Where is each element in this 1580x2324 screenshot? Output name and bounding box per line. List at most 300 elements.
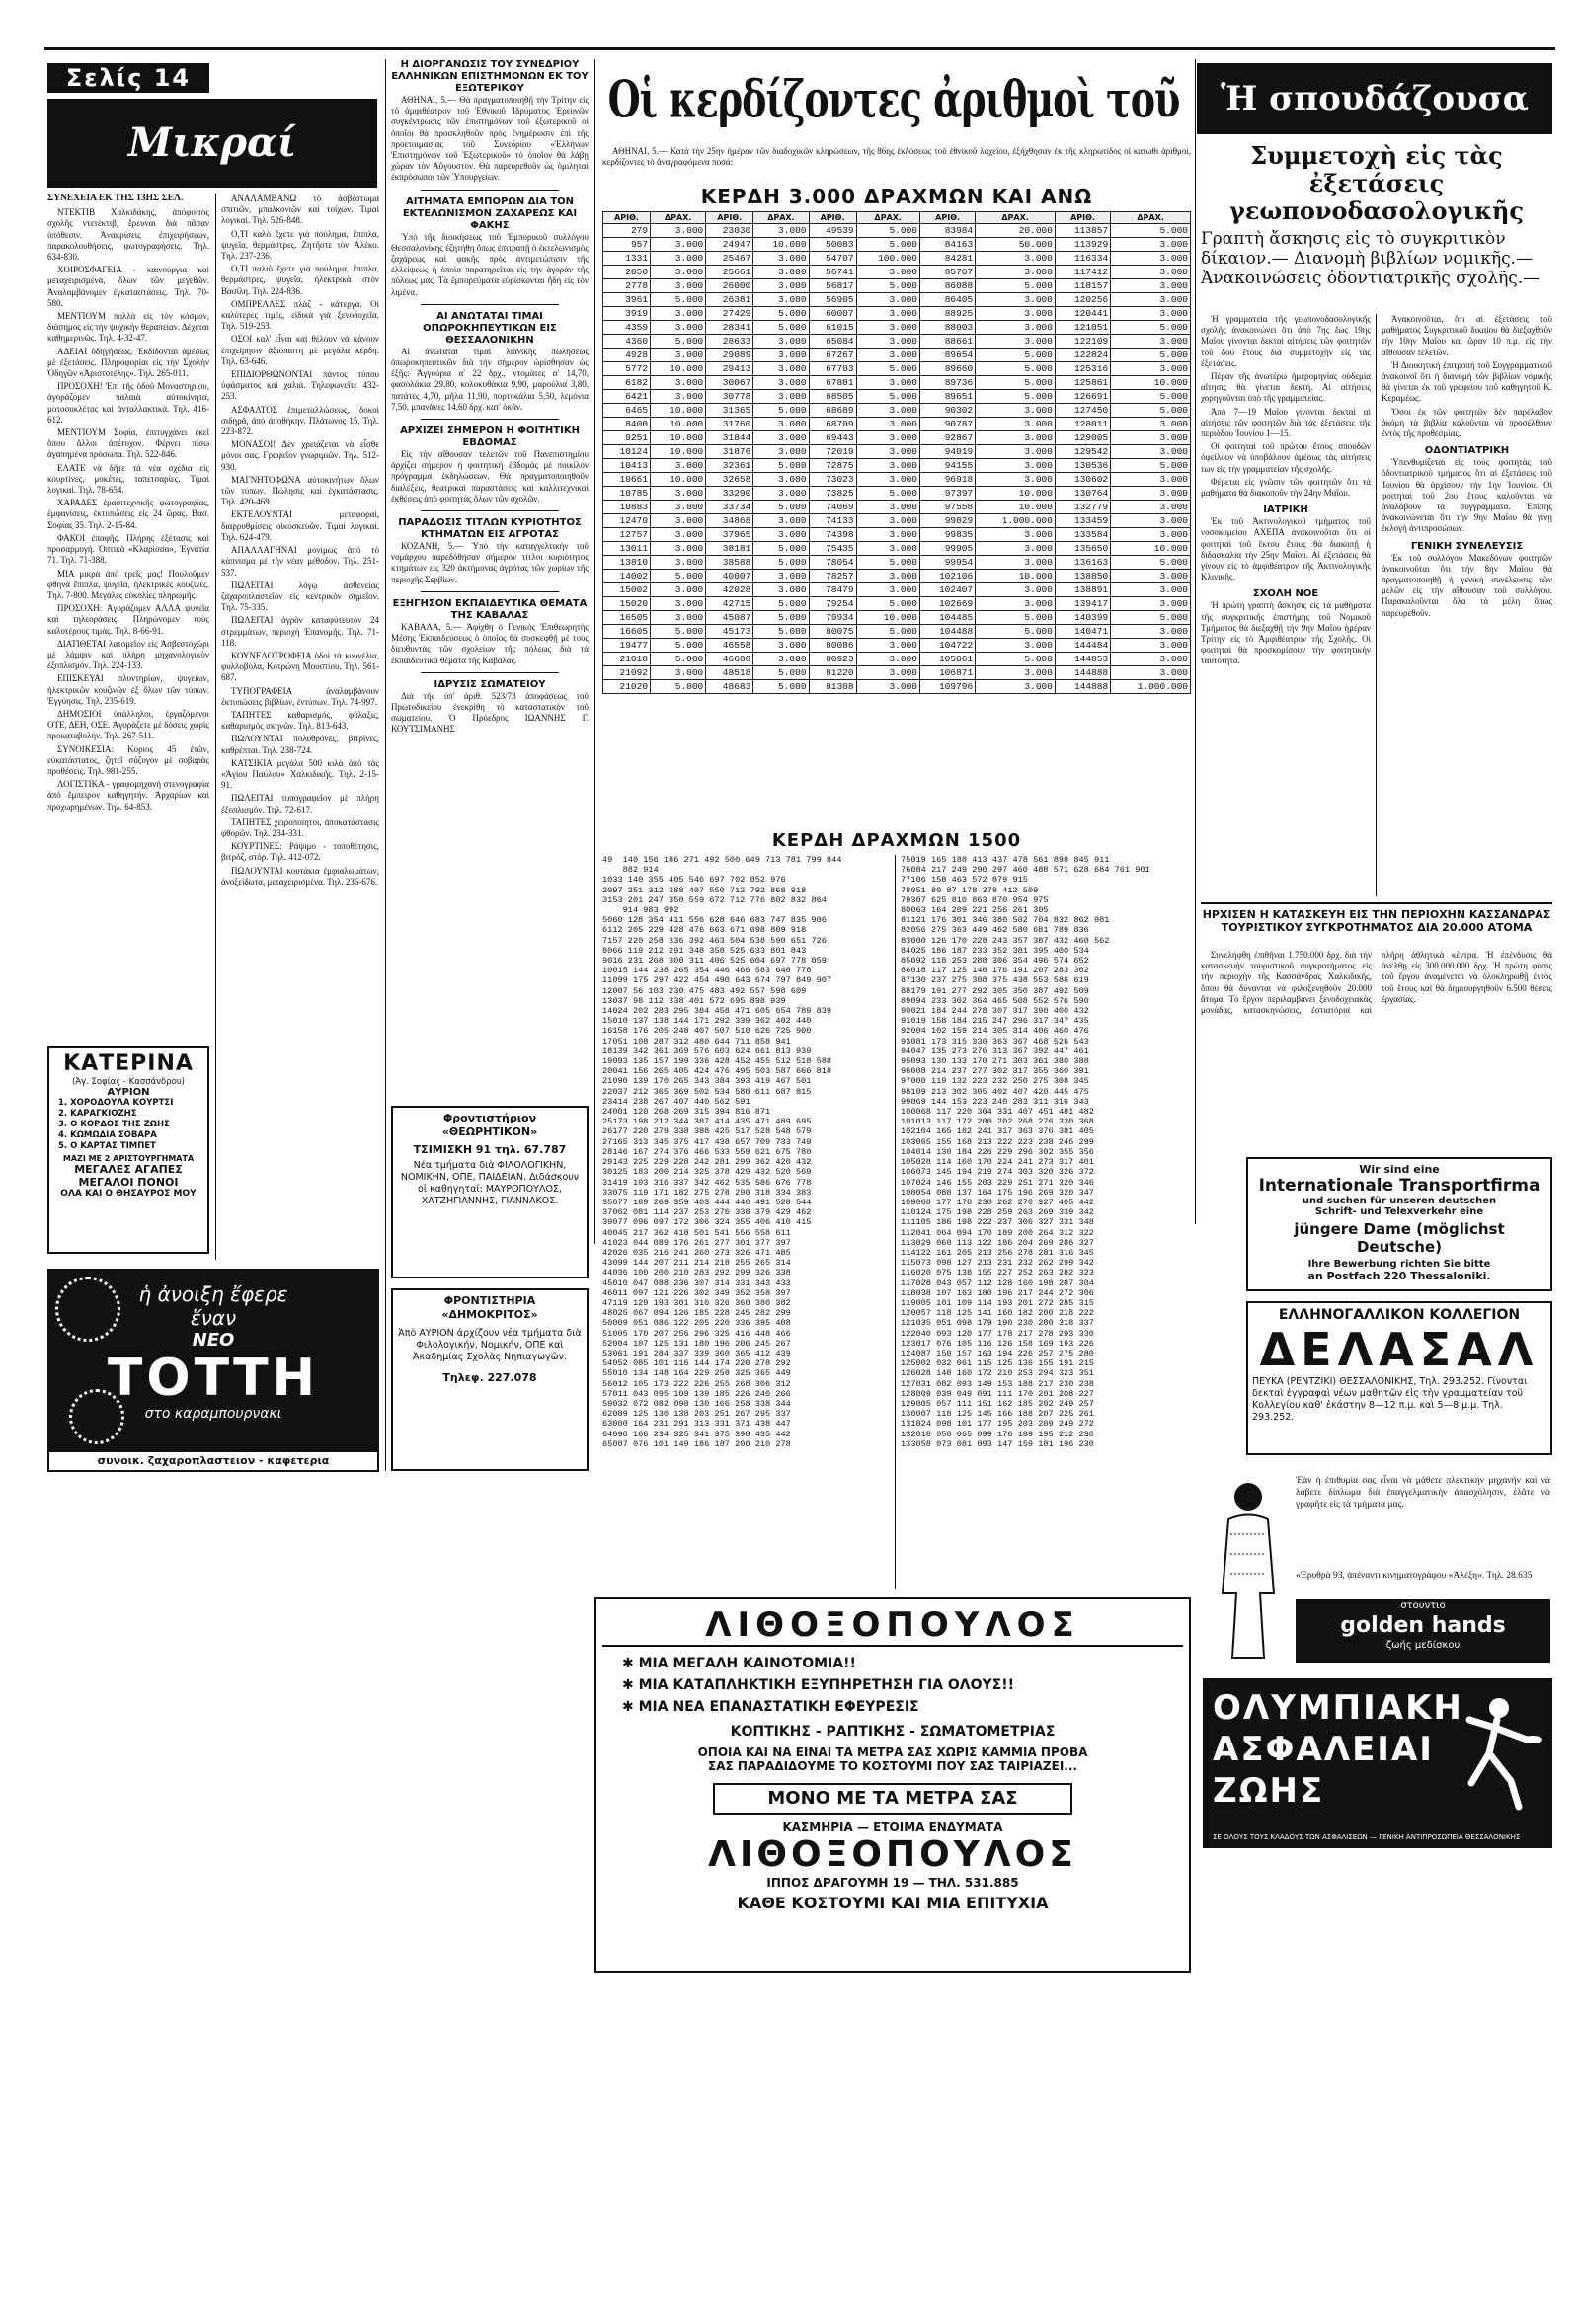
col-header: ΔΡΑΧ. <box>753 212 809 224</box>
prize-amount: 5.000 <box>1111 556 1191 570</box>
ticket-number: 88003 <box>919 321 975 335</box>
company-heading: ΙΔΡΥΣΙΣ ΣΩΜΑΤΕΙΟΥ <box>434 678 546 690</box>
classified-ad: ΑΔΕΙΑΙ ὁδηγήσεως. Ἐκδίδονται ἀμέσως μὲ ἐξετάσεις. Πληροφορίαι εἰς τὴν Σχολὴν Ὁδηγῶν «Ἀριστοτέλης». Τηλ. 265-011. <box>47 346 209 379</box>
prize-amount: 3.000 <box>856 445 919 459</box>
prize-amount: 50.000 <box>976 238 1056 252</box>
prize-amount: 3.000 <box>753 583 809 597</box>
prize-amount: 3.000 <box>651 252 706 266</box>
prize-number-line: 126028 148 160 172 210 253 294 323 351 <box>901 1368 1094 1379</box>
ticket-number: 12470 <box>603 514 651 528</box>
youth-para: Φέρεται εἰς γνῶσιν τῶν φοιτητῶν ὅτι τὰ μαθήματα θὰ διακοποῦν τὴν 24ην Μαΐου. <box>1201 476 1371 499</box>
ticket-number: 15002 <box>603 583 651 597</box>
prize-amount: 3.000 <box>1111 335 1191 349</box>
ticket-number: 65084 <box>809 335 856 349</box>
ticket-number: 126691 <box>1055 390 1110 404</box>
prize-amount: 3.000 <box>976 639 1056 653</box>
classified-ad: ΠΩΛΟΥΝΤΑΙ κουτάκια ἐμφιαλωμάτων, ἀνοξείδωτα, μεταχειρισμένα. Τηλ. 236-676. <box>221 865 379 887</box>
lottery-row <box>603 556 1191 570</box>
ticket-number: 88661 <box>919 335 975 349</box>
prize-amount: 10.000 <box>976 570 1056 583</box>
classified-ad: ΠΩΛΟΥΝΤΑΙ πολυθρόνες, βιτρῖνες, καθρέπται. Τηλ. 238-724. <box>221 734 379 755</box>
ticket-number: 96918 <box>919 473 975 487</box>
classified-ad: ΜΕΝΤΙΟΥΜ πολλὰ εἰς τὸν κόσμον, διάσημος εἰς τὴν ψυχικὴν θεραπείαν. Δέχεται καθημερινῶς. Τηλ. 4-32-47. <box>47 311 209 344</box>
youth-deck <box>1201 229 1552 308</box>
prize-amount: 3.000 <box>976 473 1056 487</box>
ticket-number: 80923 <box>809 653 856 666</box>
ticket-number: 94155 <box>919 459 975 473</box>
dimokritos-ad <box>391 1288 589 1471</box>
prize-number-line: 84025 186 187 233 352 381 395 400 534 <box>901 945 1089 956</box>
prize-amount: 5.000 <box>753 680 809 694</box>
de-line7: an Postfach 220 Thessaloniki. <box>1307 1270 1491 1282</box>
prize-amount: 3.000 <box>753 335 809 349</box>
prize-number-line: 122040 093 120 177 178 217 278 293 330 <box>901 1328 1094 1339</box>
ticket-number: 79254 <box>809 597 856 611</box>
prize-amount: 3.000 <box>651 487 706 501</box>
ticket-number: 120256 <box>1055 293 1110 307</box>
olympiaki-line2: ΑΣΦΑΛΕΙΑΙ <box>1213 1730 1434 1769</box>
lottery-table-body <box>603 224 1191 694</box>
de-line2: Internationale Transportfirma <box>1258 1176 1540 1196</box>
lithoxopoulos-brand: ΛΙΘΟΞΟΠΟΥΛΟΣ <box>708 1834 1077 1875</box>
prize-amount: 5.000 <box>976 362 1056 376</box>
ticket-number: 89654 <box>919 349 975 362</box>
classifieds-title: Μικραί <box>127 119 297 166</box>
classified-ad: ΚΟΥΡΤΙΝΕΣ: Ράψιμο - τοποθέτησις, βιτρόζ, στόρ. Τηλ. 412-072. <box>221 841 379 863</box>
lithoxopoulos-sub: ΚΟΠΤΙΚΗΣ - ΡΑΠΤΙΚΗΣ - ΣΩΜΑΤΟΜΕΤΡΙΑΣ <box>730 1724 1056 1740</box>
golden-text: Ἐὰν ἡ ἐπιθυμία σας εἶναι νὰ μάθετε πλεκτικὴν μηχανὴν καὶ νὰ λάβετε δίπλωμα διὰ ἐπαγγελματικὴν ἀπασχόλησιν, ἐλᾶτε νὰ γραφῆτε εἰς τὰ τμήματα μας. <box>1296 1476 1550 1510</box>
lottery-row <box>603 597 1191 611</box>
prize-amount: 3.000 <box>1111 445 1191 459</box>
youth-para: Ἡ γραμματεία τῆς γεωπονοδασολογικῆς σχολῆς ἀνακοινώνει ὅτι ἀπὸ 7ης ἕως 19ης Μαΐου γίνονται δεκταὶ αἰτήσεις τῶν φοιτητῶν τοῦ δου ἔτους διὰ συμμετοχὴν εἰς τὰς ἐξετάσεις. <box>1201 314 1371 368</box>
prize-number-line: 92004 102 159 214 305 314 406 460 476 <box>901 1026 1089 1037</box>
lottery-row <box>603 321 1191 335</box>
ticket-number: 31876 <box>706 445 753 459</box>
ticket-number: 37965 <box>706 528 753 542</box>
ticket-number: 48518 <box>706 666 753 680</box>
classified-ad: ΜΙΑ μικρὰ ἀπὸ τρεῖς μας! Πουλοῦμεν φθηνὰ ἔπιπλα, ψυγεῖα, ἠλεκτρικὲς κουζίνες. Τηλ. 7-800. Μεγάλες εὐκολίες πληρωμῆς. <box>47 568 209 600</box>
classified-ad: ΜΟΝΑΣΟΙ! Δὲν χρειάζεται νὰ εἶσθε μόνοι σας. Γραφεῖον γνωριμιῶν. Τηλ. 512-930. <box>221 439 379 472</box>
prize-number-line: 46011 097 121 226 302 349 352 358 397 <box>602 1287 791 1298</box>
prize-number-line: 119005 101 109 114 193 201 272 285 315 <box>901 1297 1094 1308</box>
prize-number-line: 125002 032 061 115 125 136 155 191 215 <box>901 1358 1094 1369</box>
lottery-row <box>603 570 1191 583</box>
ticket-number: 122824 <box>1055 349 1110 362</box>
katerina-act: 3. Ο ΚΟΡΔΟΣ ΤΗΣ ΖΩΗΣ <box>58 1120 170 1129</box>
prize-amount: 3.000 <box>856 666 919 680</box>
prize-amount: 3.000 <box>651 666 706 680</box>
prize-amount: 3.000 <box>976 556 1056 570</box>
prize-amount: 3.000 <box>976 542 1056 556</box>
gen-heading: ΓΕΝΙΚΗ ΣΥΝΕΛΕΥΣΙΣ <box>1410 540 1524 552</box>
classified-ad: ΑΠΑΛΛΑΓΗΝΑΙ μονίμως ἀπὸ τὸ κάπνισμα μὲ τὴν νέαν μέθοδον. Τηλ. 251-537. <box>221 545 379 578</box>
ticket-number: 67881 <box>809 376 856 390</box>
ticket-number: 117412 <box>1055 266 1110 279</box>
prize-amount: 3.000 <box>651 349 706 362</box>
prize-number-line: 8066 119 212 291 348 358 525 633 801 843 <box>602 945 807 956</box>
prize-amount: 20.000 <box>976 224 1056 238</box>
prize-amount: 5.000 <box>753 542 809 556</box>
ticket-number: 73825 <box>809 487 856 501</box>
prize-number-line: 51005 170 207 256 296 325 416 448 466 <box>602 1328 791 1339</box>
golden-studio: στουντιο <box>1400 1600 1446 1611</box>
delasal-ad <box>1246 1301 1552 1455</box>
lottery-row <box>603 583 1191 597</box>
ticket-number: 120441 <box>1055 307 1110 321</box>
ticket-number: 132779 <box>1055 501 1110 514</box>
prize-number-line: 123017 076 105 116 126 158 169 193 226 <box>901 1338 1094 1349</box>
prize-amount: 3.000 <box>651 542 706 556</box>
prize-amount: 5.000 <box>856 625 919 639</box>
prize-amount: 5.000 <box>753 321 809 335</box>
prize-number-line: 108054 088 137 164 175 196 269 320 347 <box>901 1187 1094 1198</box>
ticket-number: 99835 <box>919 528 975 542</box>
katerina-ad <box>47 1046 209 1254</box>
classified-ad: ΕΠΙΔΙΟΡΘΩΝΟΝΤΑΙ πάντος τύπου ὑφάσματος καὶ χαλιά. Τηλεφωνεῖτε 432-253. <box>221 369 379 402</box>
prize-amount: 3.000 <box>856 514 919 528</box>
page-number-label: Σελίς 14 <box>65 64 192 92</box>
de-line5: jüngere Dame (möglichst Deutsche) <box>1294 1220 1505 1256</box>
youth-headline <box>1201 142 1552 225</box>
youth-para: Ὅσοι ἐκ τῶν φοιτητῶν δὲν παρέλαβον ἀκόμη τὰ βιβλία καλοῦνται νὰ προσέλθουν ἐντὸς τῆς προθεσμίας. <box>1382 406 1552 439</box>
prize-number-line: 64090 166 234 325 341 375 398 435 442 <box>602 1429 791 1439</box>
prize-amount: 3.000 <box>856 542 919 556</box>
prize-amount: 3.000 <box>976 597 1056 611</box>
classified-ad: ΧΟΙΡΟΣΦΑΓΕΙΑ - καινούργια καὶ μεταχειρισμένα, ὅλων τῶν μεγεθῶν. Ἀναλαμβάνομεν ἐγκαταστάσεις. Τηλ. 70-580. <box>47 265 209 308</box>
ticket-number: 16505 <box>603 611 651 625</box>
classified-ad: ΝΤΕΚΤΙΒ Χαλκιδάκης, ἀπόφοιτος σχολῆς ντετέκτιβ, ἔρευναι διὰ πᾶσαν ὑπόθεσιν. Ἀνακρίσεις ἐπιχειρήσεων, παρακολουθήσεις, φωτογραφήσεις. Τηλ. 634-830. <box>47 207 209 263</box>
prize-amount: 3.000 <box>856 293 919 307</box>
kassandra-text <box>1201 950 1552 1147</box>
prize-amount: 3.000 <box>1111 528 1191 542</box>
ticket-number: 89660 <box>919 362 975 376</box>
ticket-number: 138891 <box>1055 583 1110 597</box>
prize-number-line: 31419 103 316 337 342 462 535 586 676 778 <box>602 1177 812 1188</box>
prize-number-line: 39077 096 097 172 306 324 355 406 410 415 <box>602 1217 812 1228</box>
prize-number-line: 97000 119 132 223 232 250 275 308 345 <box>901 1076 1089 1087</box>
ticket-number: 144888 <box>1055 666 1110 680</box>
company-text: Διὰ τῆς ὑπ' ἀριθ. 523/73 ἀποφάσεως τοῦ Πρωτοδικείου ἐνεκρίθη τὸ καταστατικὸν τοῦ σωματείου. Ὁ Πρόεδρος ΙΩΑΝΝΗΣ Γ. ΚΟΥΤΣΙΜΑΝΗΣ <box>391 690 589 735</box>
prize-amount: 3.000 <box>1111 293 1191 307</box>
prize-number-line: 75019 165 188 413 437 478 561 898 845 911 <box>901 855 1110 865</box>
ticket-number: 15020 <box>603 597 651 611</box>
ticket-number: 104722 <box>919 639 975 653</box>
prize-amount: 5.000 <box>753 501 809 514</box>
ticket-number: 3961 <box>603 293 651 307</box>
prize-number-line: 1033 140 355 405 546 697 702 852 976 <box>602 875 786 886</box>
ticket-number: 3919 <box>603 307 651 321</box>
prize-amount: 5.000 <box>1111 459 1191 473</box>
prize-amount: 5.000 <box>1111 611 1191 625</box>
prize-number-line: 99069 144 153 223 240 283 311 316 343 <box>901 1096 1089 1107</box>
lottery-row <box>603 680 1191 694</box>
lithoxopoulos-brand-top: ΛΙΘΟΞΟΠΟΥΛΟΣ <box>602 1605 1183 1647</box>
prize-number-line: 130007 118 125 145 166 188 207 225 261 <box>901 1409 1094 1420</box>
ticket-number: 86088 <box>919 279 975 293</box>
dimokritos-title: ΦΡΟΝΤΙΣΤΗΡΙΑ «ΔΗΜΟΚΡΙΤΟΣ» <box>441 1294 538 1321</box>
classified-ad: ΑΝΑΛΑΜΒΑΝΩ τὸ ἀσβέστωμα σπιτιῶν, μπαλκονιῶν καὶ τοίχων. Τιμαὶ λογικαί. Τηλ. 526-848. <box>221 194 379 226</box>
prize-number-line: 914 983 992 <box>602 905 679 916</box>
middle-news-column <box>391 59 589 1096</box>
education-text: ΚΑΒΑΛΑ, 5.— Ἀφίχθη ὁ Γενικὸς Ἐπιθεωρητὴς Μέσης Ἐκπαιδεύσεως ὁ ὁποῖος θὰ συσκεφθῇ μὲ τοὺς διευθυντὰς τῶν σχολείων τῆς πόλεως διὰ τὰ ἐκπαιδευτικὰ θέματα τῆς Καβάλας. <box>391 621 589 665</box>
prize-amount: 5.000 <box>753 556 809 570</box>
classified-ad: Ο,ΤΙ παλιὸ ἔχετε γιὰ πούλημα, ἔπιπλα, θερμάστρες, ψυγεῖα, ἠλεκτρικὰ στὸν Βασίλη. Τηλ. 224-836. <box>221 264 379 296</box>
lottery-row <box>603 431 1191 445</box>
totti-footer: συνοικ. ζαχαροπλαστειον - καφετερια <box>49 1452 377 1470</box>
lottery-row <box>603 404 1191 418</box>
lottery-intro <box>602 146 1191 182</box>
de-line1: Wir sind eine <box>1359 1163 1440 1176</box>
classified-ad: ΤΥΠΟΓΡΑΦΕΙΑ ἀναλαμβάνουν ἐκτυπώσεις βιβλίων, ἐντύπων. Τηλ. 74-997. <box>221 685 379 707</box>
flower-icon <box>69 1389 124 1444</box>
ticket-number: 78479 <box>809 583 856 597</box>
classified-ad: ΠΡΟΣΟΧΗ: Ἀγοράζομεν ΑΛΛΑ ψυγεῖα καὶ τηλεοράσεις. Πληρώνομεν τοὺς καλυτέρους τιμάς. Τηλ. 8-66-91. <box>47 603 209 636</box>
prize-amount: 3.000 <box>651 459 706 473</box>
classified-ad: ΛΟΓΙΣΤΙΚΑ - γραφομηχανὴ στενογραφία ἀπὸ ἔμπειρον καθηγητήν. Ἀρχαρίων καὶ προχωρημένων. Τηλ. 64-853. <box>47 779 209 812</box>
ticket-number: 21092 <box>603 666 651 680</box>
youth-banner <box>1197 63 1552 134</box>
prize-number-line: 29143 225 229 228 242 281 299 362 420 432 <box>602 1157 812 1168</box>
prize-amount: 3.000 <box>651 556 706 570</box>
prize-amount: 5.000 <box>753 625 809 639</box>
gen-text: Ἐκ τοῦ συλλόγου Μακεδόνων φοιτητῶν ἀνακοινοῦται ὅτι τὴν 8ην Μαΐου θὰ πραγματοποιηθῇ ἡ γενικὴ συνέλευσις τῶν μελῶν εἰς τὴν αἴθουσαν τοῦ συλλόγου. Παρακαλοῦνται ὅλα τὰ μέλη ὅπως παρευρεθοῦν. <box>1382 552 1552 618</box>
katerina-act: 1. ΧΟΡΟΔΟΥΛΑ ΚΟΥΡΤΣΙ <box>58 1098 174 1108</box>
prize-amount: 3.000 <box>651 583 706 597</box>
prize-number-line: 7157 220 258 336 392 463 504 538 590 651 726 <box>602 935 827 946</box>
prize-amount: 3.000 <box>1111 625 1191 639</box>
ticket-number: 72019 <box>809 445 856 459</box>
prize-amount: 5.000 <box>976 390 1056 404</box>
youth-headline-text: Συμμετοχὴ εἰς τὰς ἐξετάσεις γεωπονοδασολογικῆς <box>1228 142 1525 225</box>
prize-amount: 3.000 <box>753 528 809 542</box>
prize-amount: 3.000 <box>856 266 919 279</box>
ticket-number: 127450 <box>1055 404 1110 418</box>
ticket-number: 85707 <box>919 266 975 279</box>
ticket-number: 10883 <box>603 501 651 514</box>
lithoxopoulos-item: ✱ ΜΙΑ ΜΕΓΑΛΗ ΚΑΙΝΟΤΟΜΙΑ!! <box>622 1656 856 1671</box>
prize-number-line: 59032 072 082 098 130 166 258 338 344 <box>602 1398 791 1409</box>
ticket-number: 69443 <box>809 431 856 445</box>
ticket-number: 68709 <box>809 418 856 431</box>
classifieds-banner <box>47 99 377 188</box>
col-divider <box>1195 59 1196 1224</box>
prize-number-line: 111105 186 198 222 237 306 327 331 348 <box>901 1217 1094 1228</box>
totti-new: ΝΕΟ <box>192 1330 235 1351</box>
prize-number-line: 91019 158 184 215 247 296 317 347 435 <box>901 1016 1089 1027</box>
prize-number-line: 133058 073 081 093 147 159 181 196 230 <box>901 1438 1094 1449</box>
ticket-number: 102106 <box>919 570 975 583</box>
flower-icon <box>55 1277 120 1342</box>
dimokritos-text: Ἀπὸ ΑΥΡΙΟΝ ἀρχίζουν νέα τμήματα διὰ Φιλολογικήν, Νομικήν, ΟΠΕ καὶ Ἀκαδημίας Σχολὰς Νηπιαγωγῶν. <box>398 1328 582 1362</box>
ticket-number: 89651 <box>919 390 975 404</box>
prize-number-line: 107024 146 155 203 229 251 271 320 346 <box>901 1177 1094 1188</box>
lottery-intro-text: ΑΘΗΝΑΙ, 5.— Κατὰ τὴν 25ην ἡμέραν τῶν διαδοχικῶν κληρώσεων, τῆς 86ης ἐκδόσεως τοῦ ἐθνικοῦ λαχείου, ἐξήχθησαν ἐκ τῆς κληρωτίδος οἱ κατωθι ἀριθμοί, κερδίζοντες τὸ ἀναγραφόμενα ποσά: <box>602 146 1191 168</box>
ticket-number: 60007 <box>809 307 856 321</box>
prize-number-line: 132018 058 065 099 176 189 195 212 230 <box>901 1429 1094 1439</box>
titles-text: ΚΟΖΑΝΗ, 5.— Ὑπὸ τὴν καταγγελτικὴν τοῦ νομάρχου παρεδόθησαν σήμερον τίτλοι κυριότητος κτημάτων εἰς 320 ἀκτήμονας ἀγρότας τῶν χωρίων τῆς περιοχῆς Σερβίων. <box>391 541 589 584</box>
golden-hands-ad <box>1203 1471 1552 1668</box>
ticket-number: 118157 <box>1055 279 1110 293</box>
classified-ad: ΟΜΠΡΕΛΛΕΣ πλάζ - κάτεργα. Οἱ καλύτερες τιμές, εἰδικὰ γιὰ ξενοδοχεῖα. Τηλ. 519-253. <box>221 298 379 332</box>
lottery-row <box>603 293 1191 307</box>
totti-ad <box>47 1269 379 1472</box>
prize-amount: 5.000 <box>976 625 1056 639</box>
k1500-left-block <box>602 855 891 1589</box>
prize-number-line: 128009 039 049 091 111 170 201 208 227 <box>901 1388 1094 1399</box>
prize-number-line: 77106 158 463 572 879 915 <box>901 875 1028 886</box>
prize-number-line: 113029 060 113 122 186 204 269 286 327 <box>901 1237 1094 1248</box>
ticket-number: 92867 <box>919 431 975 445</box>
ticket-number: 26000 <box>706 279 753 293</box>
prize-amount: 5.000 <box>1111 349 1191 362</box>
classified-ad: ΕΠΙΣΚΕΥΑΙ πλυντηρίων, ψυγείων, ἠλεκτρικῶν κουζινῶν ἐξ ὅλων τῶν τύπων. Ἐγγύησις. Τηλ. 235-619. <box>47 673 209 706</box>
prize-number-line: 83000 126 170 228 243 357 387 432 460 562 <box>901 935 1110 946</box>
star-icon: ✱ <box>622 1699 639 1715</box>
prize-amount: 1.000.000 <box>1111 680 1191 694</box>
prize-amount: 3.000 <box>753 293 809 307</box>
prize-number-line: 94047 135 273 276 313 367 392 447 461 <box>901 1046 1089 1056</box>
ticket-number: 6465 <box>603 404 651 418</box>
lottery-row <box>603 418 1191 431</box>
lottery-title-text: Οἱ κερδίζοντες ἀριθμοὶ τοῦ <box>607 68 1180 129</box>
prize-amount: 3.000 <box>1111 639 1191 653</box>
ticket-number: 144484 <box>1055 639 1110 653</box>
youth-col-b <box>1382 314 1552 896</box>
prize-number-line: 115073 098 127 213 231 232 262 299 342 <box>901 1258 1094 1269</box>
lottery-row <box>603 279 1191 293</box>
prize-number-line: 112041 064 094 170 189 200 264 312 322 <box>901 1227 1094 1238</box>
prize-number-line: 30125 183 200 214 325 378 429 432 520 569 <box>602 1167 812 1178</box>
delasal-top: ΕΛΛΗΝΟΓΑΛΛΙΚΟΝ ΚΟΛΛΕΓΙΟΝ <box>1278 1307 1521 1323</box>
ticket-number: 122109 <box>1055 335 1110 349</box>
prize-number-line: 47119 129 193 301 310 326 360 380 382 <box>602 1297 791 1308</box>
classified-ad: ΠΡΟΣΟΧΗ! Ἐπὶ τῆς ὁδοῦ Μοναστηρίου, ἀγοράζομεν παλαιὰ αὐτοκίνητα, μοτοσυκλέτας καὶ ἀνταλλακτικά. Τηλ. 416-612. <box>47 381 209 425</box>
prize-amount: 5.000 <box>753 666 809 680</box>
col-header: ΔΡΑΧ. <box>976 212 1056 224</box>
prize-number-line: 24001 120 268 269 315 394 816 871 <box>602 1107 771 1118</box>
ticket-number: 28341 <box>706 321 753 335</box>
prize-number-line: 48025 067 094 126 185 228 245 282 299 <box>602 1308 791 1319</box>
prize-amount: 3.000 <box>753 431 809 445</box>
ticket-number: 105061 <box>919 653 975 666</box>
ticket-number: 140471 <box>1055 625 1110 639</box>
ticket-number: 10785 <box>603 487 651 501</box>
prize-amount: 3.000 <box>856 431 919 445</box>
katerina-name: ΚΑΤΕΡΙΝΑ <box>63 1051 194 1076</box>
lithoxopoulos-item: ✱ ΜΙΑ ΝΕΑ ΕΠΑΝΑΣΤΑΤΙΚΗ ΕΦΕΥΡΕΣΙΣ <box>622 1699 919 1715</box>
prize-amount: 3.000 <box>856 583 919 597</box>
ticket-number: 4359 <box>603 321 651 335</box>
prize-amount: 3.000 <box>856 653 919 666</box>
prize-amount: 3.000 <box>856 335 919 349</box>
ticket-number: 125861 <box>1055 376 1110 390</box>
prize-amount: 3.000 <box>856 473 919 487</box>
kassandra-heading-text: ΗΡΧΙΣΕΝ Η ΚΑΤΑΣΚΕΥΗ ΕΙΣ ΤΗΝ ΠΕΡΙΟΧΗΝ ΚΑΣΣΑΝΔΡΑΣ ΤΟΥΡΙΣΤΙΚΟΥ ΣΥΓΚΡΟΤΗΜΑΤΟΣ ΔΙΑ 20.000 ΑΤΟΜΑ <box>1202 908 1551 934</box>
ticket-number: 75435 <box>809 542 856 556</box>
prize-amount: 3.000 <box>1111 501 1191 514</box>
kassandra-paragraph: Συνελήφθη ἐπιθῆναι 1.750.000 δρχ. διὰ τὴν κατασκευὴν τουριστικοῦ συγκροτήματος εἰς τὴν περιοχὴν τῆς Κασσάνδρας Χαλκιδικῆς, ὅπου θὰ δύνανται νὰ φιλοξενηθοῦν 20.000 ἄτομα. Τὸ ἔργον περιλαμβάνει ξενοδοχειακὰς μονάδας, κατασκηνώσεις, ἐστιατόρια καὶ πλῆρη ἀθλητικὰ κέντρα. Ἡ ἐπένδυσις θὰ ἀνέλθῃ εἰς 300.000.000 δρχ. Ἡ πρώτη φάσις τοῦ ἔργου ἀναμένεται νὰ ὁλοκληρωθῇ ἐντὸς τοῦ ἔτους καὶ θὰ δημιουργηθοῦν 6.500 θέσεις ἐργασίας. <box>1201 950 1552 1016</box>
ticket-number: 138850 <box>1055 570 1110 583</box>
prize-number-line: 28146 167 274 376 466 533 559 621 675 780 <box>602 1146 812 1157</box>
prize-number-line: 110124 175 198 228 259 263 269 339 342 <box>901 1207 1094 1218</box>
prize-amount: 3.000 <box>976 293 1056 307</box>
prize-number-line: 55010 134 148 164 229 258 325 365 449 <box>602 1368 791 1379</box>
prize-amount: 3.000 <box>1111 362 1191 376</box>
prize-amount: 3.000 <box>651 266 706 279</box>
prize-amount: 3.000 <box>1111 266 1191 279</box>
ticket-number: 61015 <box>809 321 856 335</box>
prize-number-line: 117028 043 057 112 128 160 198 287 304 <box>901 1278 1094 1288</box>
prize-number-line: 57011 043 095 109 139 185 226 240 266 <box>602 1388 791 1399</box>
classified-ad: ΔΗΜΟΣΙΟΙ ὑπάλληλοι, ἐργαζόμενοι ΟΤΕ, ΔΕΗ, ΟΣΕ. Ἀγοράζετε μὲ δόσεις χωρὶς προκαταβολήν. Τηλ. 267-511. <box>47 708 209 741</box>
prize-number-line: 80063 164 209 221 256 261 305 <box>901 905 1049 916</box>
prize-number-line: 22037 212 365 369 502 534 580 611 687 815 <box>602 1086 812 1097</box>
ticket-number: 128011 <box>1055 418 1110 431</box>
odont-text: Ὑπενθυμίζεται εἰς τοὺς φοιτητὰς τοῦ ὀδοντιατρικοῦ τμήματος ὅτι αἱ ἐξετάσεις τοῦ Ἰουνίου θὰ ἀρχίσουν τὴν 1ην Ἰουνίου. Οἱ φοιτηταὶ τοῦ 2ου ἔτους καλοῦνται νὰ ἀναλάβουν τὰ συγγράμματα. Ἐπίσης ἀνακοινώνεται ὅτι τὴν 9ην Μαΐου θὰ γίνῃ ἐκλογὴ ἀντιπροσώπων. <box>1382 457 1552 534</box>
prize-number-line: 53061 191 284 337 339 360 365 412 439 <box>602 1348 791 1358</box>
titles-heading: ΠΑΡΑΔΟΣΙΣ ΤΙΤΛΩΝ ΚΥΡΙΟΤΗΤΟΣ ΚΤΗΜΑΤΩΝ ΕΙΣ ΑΓΡΟΤΑΣ <box>398 517 582 541</box>
ticket-number: 9251 <box>603 431 651 445</box>
ticket-number: 50083 <box>809 238 856 252</box>
ticket-number: 38181 <box>706 542 753 556</box>
ticket-number: 29089 <box>706 349 753 362</box>
ticket-number: 12757 <box>603 528 651 542</box>
prize-amount: 3.000 <box>753 266 809 279</box>
de-line4: Schrift- und Telexverkehr eine <box>1314 1206 1484 1217</box>
prize-amount: 3.000 <box>1111 597 1191 611</box>
prize-amount: 3.000 <box>753 487 809 501</box>
prize-number-line: 121035 051 098 179 190 230 280 318 337 <box>901 1318 1094 1329</box>
prize-number-line: 56012 105 173 222 226 255 268 306 312 <box>602 1378 791 1389</box>
ticket-number: 27429 <box>706 307 753 321</box>
prize-amount: 3.000 <box>976 528 1056 542</box>
prize-number-line: 26177 220 279 338 388 425 517 528 548 579 <box>602 1126 812 1137</box>
katerina-big1: ΜΕΓΑΛΕΣ ΑΓΑΠΕΣ <box>74 1163 183 1176</box>
golden-sub: ζωής μεδίσκου <box>1385 1640 1461 1651</box>
prize-amount: 3.000 <box>1111 653 1191 666</box>
ticket-number: 56741 <box>809 266 856 279</box>
prize-number-line: 120057 118 125 141 160 182 200 218 222 <box>901 1308 1094 1319</box>
prize-amount: 3.000 <box>976 431 1056 445</box>
prize-amount: 3.000 <box>651 279 706 293</box>
prize-number-line: 103065 155 168 213 222 223 238 246 299 <box>901 1136 1094 1147</box>
classified-ad: ΧΑΡΑΔΕΣ ἐρασιτεχνικῆς φωτογραφίας, ἐμφανίσεις, ἐκτυπώσεις εἰς 24 ὥρας. Βασ. Σοφίας 35. Τηλ. 2-15-84. <box>47 498 209 530</box>
prize-amount: 10.000 <box>1111 376 1191 390</box>
continued-note: ΣΥΝΕΧΕΙΑ ΕΚ ΤΗΣ 13ΗΣ ΣΕΛ. <box>47 194 184 203</box>
prize-amount: 5.000 <box>976 653 1056 666</box>
ticket-number: 80086 <box>809 639 856 653</box>
prize-amount: 5.000 <box>856 597 919 611</box>
prize-amount: 3.000 <box>856 307 919 321</box>
star-icon: ✱ <box>622 1677 639 1693</box>
ticket-number: 94019 <box>919 445 975 459</box>
ticket-number: 46688 <box>706 653 753 666</box>
prize-number-line: 19093 135 157 199 336 428 452 455 512 518 588 <box>602 1056 832 1067</box>
prize-amount: 3.000 <box>856 376 919 390</box>
prize-number-line: 42026 035 216 241 260 273 326 471 485 <box>602 1247 791 1258</box>
prize-number-line: 25173 198 212 344 387 414 435 471 489 695 <box>602 1117 812 1127</box>
theoritikon-address: ΤΣΙΜΙΣΚΗ 91 τηλ. 67.787 <box>413 1143 567 1156</box>
prize-amount: 10.000 <box>651 362 706 376</box>
odont-heading: ΟΔΟΝΤΙΑΤΡΙΚΗ <box>1424 445 1510 457</box>
prize-number-line: 131024 098 101 177 195 203 209 249 272 <box>901 1419 1094 1430</box>
prize-amount: 5.000 <box>1111 404 1191 418</box>
classified-ad: Ο,ΤΙ καλὸ ἔχετε γιὰ πούλημα, ἔπιπλα, ψυγεῖα, θερμάστρες. Ζητῆστε τὸν Ἀλέκο. Τηλ. 237-236. <box>221 228 379 262</box>
prize-amount: 3.000 <box>1111 307 1191 321</box>
prize-number-line: 116020 075 138 155 227 252 263 282 323 <box>901 1268 1094 1278</box>
prize-number-line: 76084 217 249 290 297 460 488 571 628 684 761 901 <box>901 865 1150 876</box>
prize-number-line: 62089 125 130 138 203 251 267 295 337 <box>602 1409 791 1420</box>
